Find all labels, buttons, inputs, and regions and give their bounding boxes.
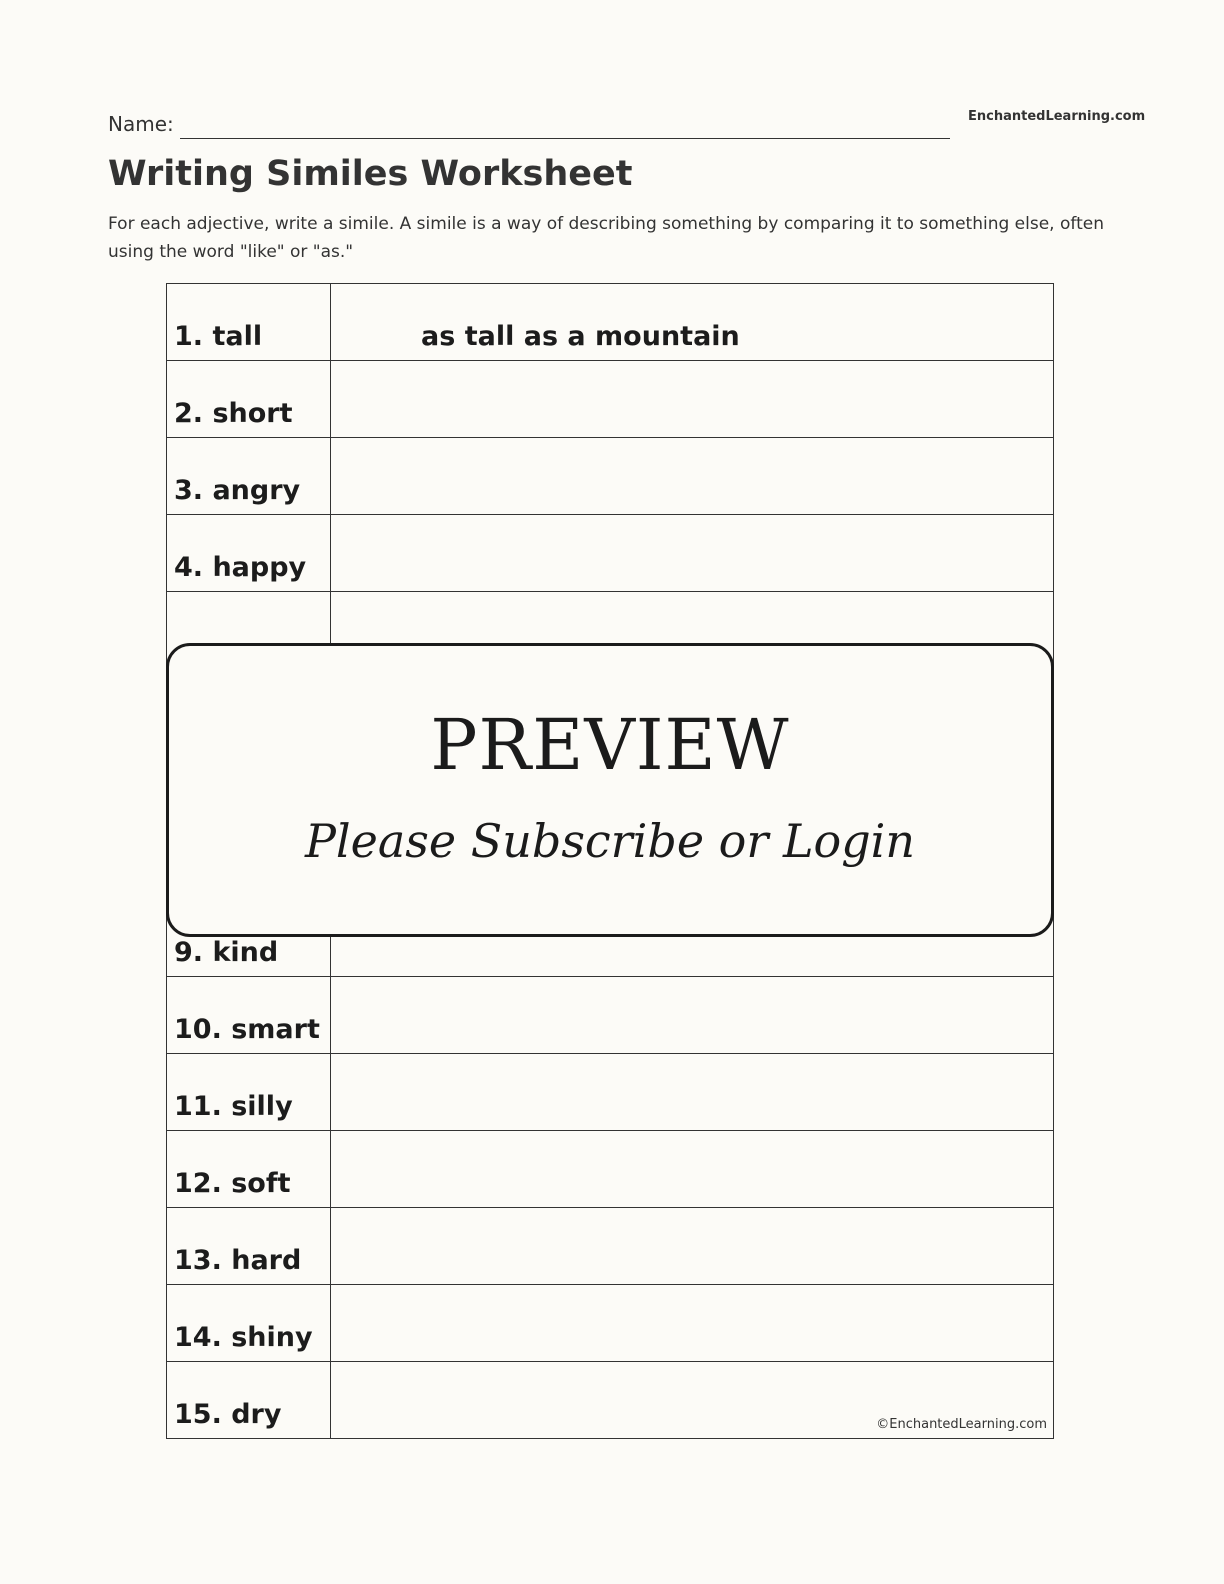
- name-row: [108, 112, 950, 142]
- adjective-label: 13. hard: [174, 1245, 302, 1276]
- simile-answer: [331, 1349, 421, 1357]
- simile-answer: as tall as a mountain: [421, 321, 740, 352]
- table-row: [167, 515, 1054, 592]
- adjective-label: 11. silly: [174, 1091, 293, 1122]
- name-label: Name:: [108, 112, 174, 136]
- table-row: [167, 1054, 1054, 1131]
- simile-answer-cell[interactable]: [331, 438, 1054, 515]
- adjective-label: 9. kind: [174, 937, 279, 968]
- name-field-line[interactable]: [180, 138, 950, 139]
- table-row: [167, 1131, 1054, 1208]
- adjective-cell: [167, 1362, 331, 1439]
- simile-answer: [331, 579, 421, 587]
- adjective-label: 4. happy: [174, 552, 307, 583]
- site-brand: EnchantedLearning.com: [968, 109, 1146, 124]
- simile-answer-cell[interactable]: [331, 284, 1054, 361]
- simile-answer: [331, 1426, 421, 1434]
- adjective-cell: [167, 1131, 331, 1208]
- adjective-cell: [167, 1054, 331, 1131]
- copyright-notice: ©EnchantedLearning.com: [876, 1417, 1047, 1432]
- instructions: For each adjective, write a simile. A simile is a way of describing something by comparing it to something else, often using the word "like" or "as.": [108, 214, 1104, 262]
- table-row: [167, 977, 1054, 1054]
- subscribe-login-prompt[interactable]: Please Subscribe or Login: [304, 814, 916, 868]
- adjective-label: 3. angry: [174, 475, 301, 506]
- worksheet-title: Writing Similes Worksheet: [108, 154, 633, 194]
- adjective-label: 15. dry: [174, 1399, 282, 1430]
- simile-answer-cell[interactable]: [331, 977, 1054, 1054]
- preview-overlay[interactable]: [166, 643, 1054, 937]
- adjective-cell: [167, 1208, 331, 1285]
- adjective-cell: [167, 977, 331, 1054]
- simile-answer: [331, 502, 421, 510]
- adjective-label: 10. smart: [174, 1014, 320, 1045]
- adjective-label: 2. short: [174, 398, 293, 429]
- adjective-label: 12. soft: [174, 1168, 291, 1199]
- simile-answer-cell[interactable]: [331, 1285, 1054, 1362]
- preview-title: PREVIEW: [430, 704, 790, 786]
- table-row: [167, 361, 1054, 438]
- simile-answer-cell[interactable]: [331, 1054, 1054, 1131]
- adjective-label: 1. tall: [174, 321, 263, 352]
- adjective-cell: [167, 284, 331, 361]
- simile-answer: [331, 1118, 421, 1126]
- table-row: [167, 1362, 1054, 1439]
- simile-answer-cell[interactable]: [331, 1131, 1054, 1208]
- simile-answer-cell[interactable]: [331, 515, 1054, 592]
- simile-answer-cell[interactable]: [331, 1208, 1054, 1285]
- table-row: [167, 284, 1054, 361]
- adjective-cell: [167, 438, 331, 515]
- table-row: [167, 1285, 1054, 1362]
- adjective-cell: [167, 515, 331, 592]
- adjective-label: 14. shiny: [174, 1322, 313, 1353]
- adjective-cell: [167, 1285, 331, 1362]
- simile-answer-cell[interactable]: [331, 1362, 1054, 1439]
- simile-answer: [331, 425, 421, 433]
- simile-answer-cell[interactable]: [331, 361, 1054, 438]
- simile-answer: [331, 1272, 421, 1280]
- table-row: [167, 438, 1054, 515]
- simile-answer: [331, 964, 421, 972]
- simile-answer: [331, 1195, 421, 1203]
- adjective-cell: [167, 361, 331, 438]
- table-row: [167, 1208, 1054, 1285]
- simile-answer: [331, 1041, 421, 1049]
